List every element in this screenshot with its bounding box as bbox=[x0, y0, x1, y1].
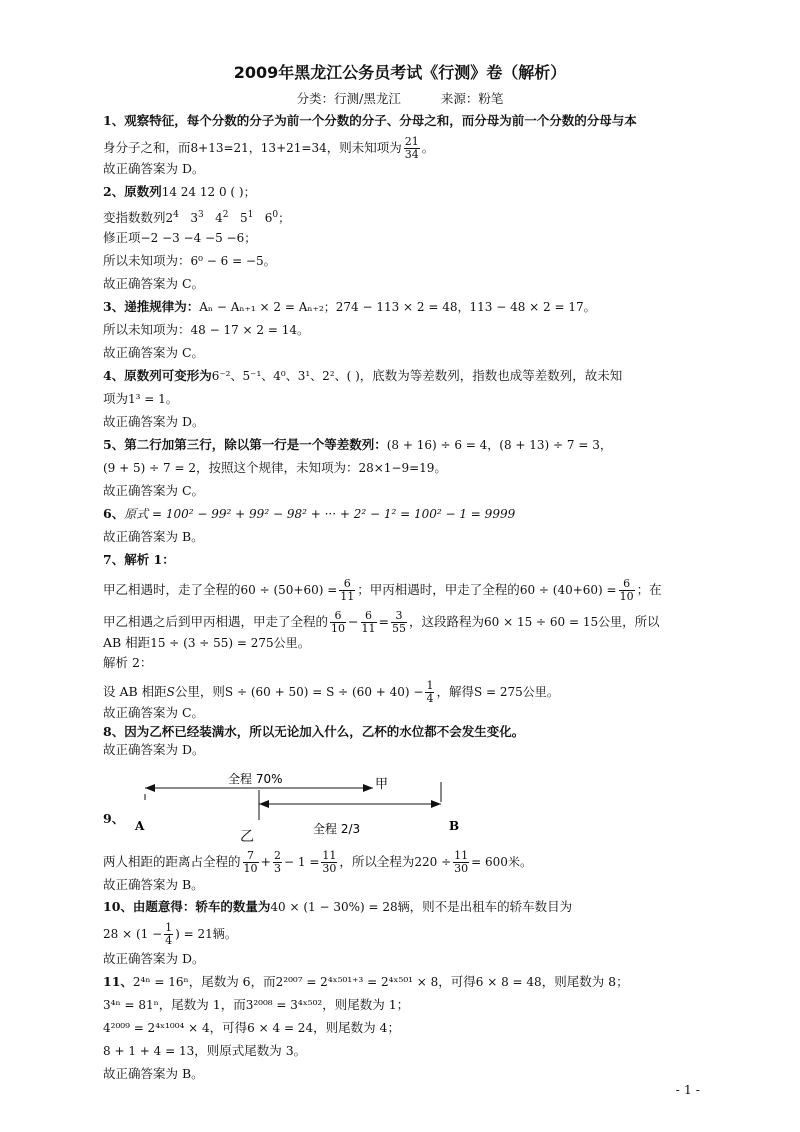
q11-line3: 4²⁰⁰⁹ = 2⁴ˣ¹⁰⁰⁴ × 4，可得6 × 4 = 24，则尾数为 4； bbox=[103, 1020, 401, 1035]
q7-line1: 甲乙相遇时，走了全程的60 ÷ (50+60) = $\frac{6}{11}$ ；甲丙相遇时，甲走了全程的60 ÷ (40+60) = $\frac{6}{10}$ ；在 bbox=[103, 577, 662, 603]
q7-line4: 设 AB 相距S公里，则S ÷ (60 + 50) = S ÷ (60 + 40) − $\frac{1}{4}$ ，解得S = 275公里。 bbox=[103, 679, 560, 705]
label-b: B bbox=[449, 819, 460, 833]
top-arrow-right-head bbox=[363, 784, 373, 792]
q11-line2: 3⁴ⁿ = 81ⁿ，尾数为 1，而3²⁰⁰⁸ = 3⁴ˣ⁵⁰²，则尾数为 1； bbox=[103, 997, 410, 1012]
q1-line1: 1、观察特征，每个分数的分子为前一个分数的分子、分母之和，而分母为前一个分数的分母与本 bbox=[103, 113, 637, 128]
q1-line2: 身分子之和，而8+13=21，13+21=34，则未知项为 $\frac{21}{34}$ 。 bbox=[103, 135, 435, 161]
q9-label: 9、 bbox=[103, 811, 125, 826]
q11-line1: 11、2⁴ⁿ = 16ⁿ，尾数为 6，而2²⁰⁰⁷ = 2⁴ˣ⁵⁰¹⁺³ = 2⁴ˣ⁵⁰¹ × 8，可得6 × 8 = 48，则尾数为 8； bbox=[103, 974, 629, 989]
distance-diagram bbox=[103, 762, 503, 852]
page-title: 2009年黑龙江公务员考试《行测》卷（解析） bbox=[233, 63, 567, 82]
q9-line1: 两人相距的距离占全程的 $\frac{7}{10}$ + $\frac{2}{3}$ − 1 = $\frac{11}{30}$ ，所以全程为220 ÷ $\frac{11}{30}$ = 600米。 bbox=[103, 849, 533, 875]
meta-line bbox=[0, 89, 800, 107]
q10-answer: 故正确答案为 D。 bbox=[103, 951, 205, 966]
q4-answer: 故正确答案为 D。 bbox=[103, 414, 205, 429]
bottom-arrow-right-head bbox=[431, 800, 441, 808]
label-bottom: 全程 2/3 bbox=[313, 822, 361, 836]
source-label: 来源：粉笔 bbox=[440, 91, 504, 106]
q3-answer: 故正确答案为 C。 bbox=[103, 345, 205, 360]
q1-answer: 故正确答案为 D。 bbox=[103, 161, 205, 176]
label-a: A bbox=[135, 819, 145, 833]
q2-line1: 2、原数列14 24 12 0 ( )； bbox=[103, 184, 256, 199]
q7-line2: 甲乙相遇之后到甲丙相遇，甲走了全程的 $\frac{6}{10}$ − $\frac{6}{11}$ = $\frac{3}{55}$ ，这段路程为60 × 15 ÷ 60 = 15公里，所以 bbox=[103, 609, 660, 635]
q3-line2: 所以未知项为：48 − 17 × 2 = 14。 bbox=[103, 322, 310, 337]
q5-answer: 故正确答案为 C。 bbox=[103, 483, 205, 498]
q4-line2: 项为1³ = 1。 bbox=[103, 391, 178, 406]
q8-answer: 故正确答案为 D。 bbox=[103, 742, 205, 757]
page-number: - 1 - bbox=[675, 1082, 700, 1097]
q7-head: 7、解析 1： bbox=[103, 552, 175, 567]
bottom-arrow-left-head bbox=[259, 800, 269, 808]
q7-answer: 故正确答案为 C。 bbox=[103, 705, 205, 720]
q8-line1: 8、因为乙杯已经装满水，所以无论加入什么，乙杯的水位都不会发生变化。 bbox=[103, 724, 525, 739]
top-arrow-left-head bbox=[145, 784, 155, 792]
q2-line4: 所以未知项为：6⁰ − 6 = −5。 bbox=[103, 253, 276, 268]
q11-answer: 故正确答案为 B。 bbox=[103, 1066, 204, 1081]
q2-answer: 故正确答案为 C。 bbox=[103, 276, 205, 291]
q6-line1: 6、原式 = 100² − 99² + 99² − 98² + ··· + 2² − 1² = 100² − 1 = 9999 bbox=[103, 506, 516, 521]
q2-line2: 变指数数列$2^4$ $3^3$ $4^2$ $5^1$ $6^0$； bbox=[103, 210, 291, 225]
q4-line1: 4、原数列可变形为6⁻²、5⁻¹、4⁰、3¹、2²、( )，底数为等差数列，指数也成等差数列，故未知 bbox=[103, 368, 623, 383]
q2-line3: 修正项−2 −3 −4 −5 −6； bbox=[103, 230, 257, 245]
q11-line4: 8 + 1 + 4 = 13，则原式尾数为 3。 bbox=[103, 1043, 307, 1058]
label-top: 全程 70% bbox=[228, 772, 283, 786]
q5-line1: 5、第二行加第三行，除以第一行是一个等差数列：(8 + 16) ÷ 6 = 4，(8 + 13) ÷ 7 = 3， bbox=[103, 437, 612, 452]
category-label: 分类：行测/黑龙江 bbox=[296, 91, 401, 106]
q6-answer: 故正确答案为 B。 bbox=[103, 529, 204, 544]
label-yi: 乙 bbox=[240, 829, 254, 845]
q7-head2: 解析 2： bbox=[103, 655, 153, 670]
label-jia: 甲 bbox=[375, 777, 389, 792]
q10-line2: 28 × (1 − $\frac{1}{4}$ ) = 21辆。 bbox=[103, 921, 238, 947]
q3-line1: 3、递推规律为：Aₙ − Aₙ₊₁ × 2 = Aₙ₊₂；274 − 113 × 2 = 48，113 − 48 × 2 = 17。 bbox=[103, 299, 596, 314]
q10-line1: 10、由题意得：轿车的数量为40 × (1 − 30%) = 28辆，则不是出租车的轿车数目为 bbox=[103, 899, 573, 914]
q7-line3: AB 相距15 ÷ (3 ÷ 55) = 275公里。 bbox=[103, 635, 311, 650]
q9-answer: 故正确答案为 B。 bbox=[103, 877, 204, 892]
q5-line2: (9 + 5) ÷ 7 = 2，按照这个规律，未知项为：28×1−9=19。 bbox=[103, 460, 447, 475]
